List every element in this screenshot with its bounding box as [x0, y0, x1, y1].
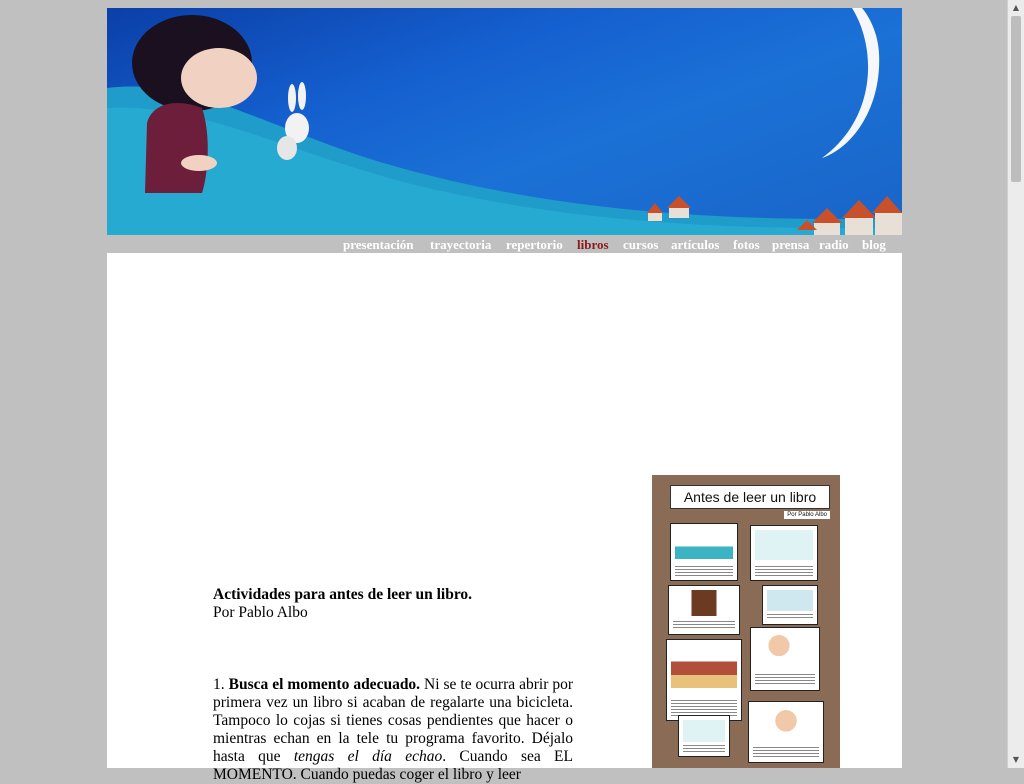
poster-card-7	[678, 715, 730, 757]
page-container	[107, 8, 902, 783]
header-banner	[107, 8, 902, 235]
island-icon	[675, 528, 733, 559]
paragraph-heading: Busca el momento adecuado.	[228, 676, 421, 693]
nav-repertorio[interactable]: repertorio	[506, 237, 563, 252]
paragraph-italic: tengas el día echao	[293, 748, 443, 765]
bird-icon	[755, 530, 813, 560]
poster-title: Antes de leer un libro	[670, 485, 830, 509]
reader-icon	[755, 632, 815, 666]
poster-image	[652, 475, 840, 768]
poster-card-3	[668, 585, 740, 635]
nav-presentacion[interactable]: presentación	[343, 237, 414, 252]
paragraph-number: 1.	[213, 676, 225, 693]
paragraph-text: Ni se te ocurra abrir por primera vez un libro si acaban de regalarte una bicicleta. Tampoco lo cojas si tienes cosas pendientes que hacer o mientras echan en la tele tu programa favorito. Déjalo hasta que	[213, 676, 573, 765]
boot-icon	[673, 590, 735, 616]
vertical-scrollbar[interactable]	[1007, 0, 1024, 768]
poster-author: Por Pablo Albo	[784, 511, 830, 519]
poster-card-6	[750, 627, 820, 691]
poster-card-5	[666, 639, 742, 721]
poster-card-4	[762, 585, 818, 625]
scroll-down-arrow-icon[interactable]: ▼	[1012, 755, 1020, 764]
nav-prensa[interactable]: prensa	[772, 237, 810, 252]
content-area	[107, 253, 902, 783]
main-nav	[107, 235, 902, 253]
article-title: Actividades para antes de leer un libro.	[213, 586, 473, 603]
nav-trayectoria[interactable]: trayectoria	[430, 237, 492, 252]
pirates-icon	[671, 644, 737, 688]
paper-icon	[683, 720, 725, 742]
nav-radio[interactable]: radio	[819, 237, 849, 252]
nav-blog[interactable]: blog	[862, 237, 886, 252]
article	[213, 586, 573, 784]
pirate-face-icon	[753, 706, 819, 739]
nav-cursos[interactable]: cursos	[623, 237, 659, 252]
poster-card-2	[750, 525, 818, 581]
article-author: Por Pablo Albo	[213, 604, 308, 621]
poster-card-1	[670, 523, 738, 581]
nav-articulos[interactable]: artículos	[671, 237, 720, 252]
banner-illustration	[107, 8, 902, 235]
scroll-thumb[interactable]	[1011, 16, 1021, 182]
paragraph-text-2: . Cuando sea EL MOMENTO. Cuando puedas coger el libro y leer	[213, 748, 573, 783]
poster-card-8	[748, 701, 824, 763]
nav-fotos[interactable]: fotos	[733, 237, 760, 252]
scroll-up-arrow-icon[interactable]: ▲	[1012, 3, 1020, 12]
book-icon	[767, 590, 813, 611]
nav-libros[interactable]: libros	[577, 237, 609, 252]
